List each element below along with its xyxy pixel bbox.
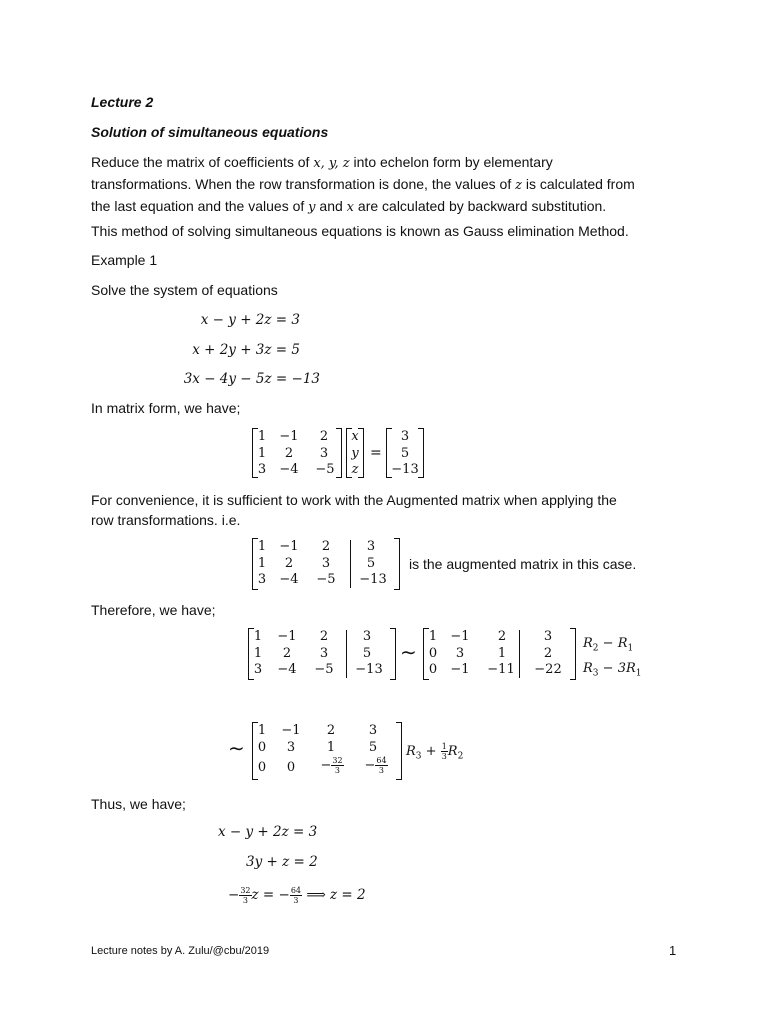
matrix-cell: 1 bbox=[257, 446, 267, 461]
augmented-matrix bbox=[252, 538, 400, 590]
vector-cell: 3 bbox=[400, 429, 410, 444]
row-op: $R_2 - R_1$ bbox=[583, 636, 634, 654]
matrix-cell: 3 bbox=[286, 740, 296, 755]
matrix-cell: −5 bbox=[316, 572, 336, 587]
intro-vars: x, y, z bbox=[313, 156, 350, 171]
augmented-matrix-step1 bbox=[423, 628, 576, 680]
vector-cell: 5 bbox=[400, 446, 410, 461]
intro-text: are calculated by backward substitution. bbox=[354, 198, 607, 214]
vector-cell: y bbox=[351, 446, 359, 461]
matrix-cell: 3 bbox=[368, 723, 378, 738]
matrix-cell: −1 bbox=[277, 629, 297, 644]
equation-2: x + 2y + 3z = 5 bbox=[192, 342, 300, 358]
matrix-cell: 3 bbox=[321, 556, 331, 571]
row-operations-step1 bbox=[583, 634, 641, 683]
matrix-cell: −1 bbox=[279, 429, 299, 444]
matrix-cell: 3 bbox=[543, 629, 553, 644]
matrix-cell: 1 bbox=[257, 429, 267, 444]
equals-sign: = bbox=[370, 445, 382, 461]
matrix-cell: 2 bbox=[282, 646, 292, 661]
matrix-cell: 0 bbox=[257, 760, 267, 775]
matrix-cell: 2 bbox=[284, 446, 294, 461]
intro-text: Reduce the matrix of coefficients of bbox=[91, 154, 314, 170]
thus-label: Thus, we have; bbox=[91, 796, 186, 812]
matrix-cell: 1 bbox=[257, 556, 267, 571]
equation-3: 3x − 4y − 5z = −13 bbox=[183, 371, 320, 387]
matrix-cell: 5 bbox=[366, 556, 376, 571]
constant-vector bbox=[386, 428, 424, 478]
matrix-cell: 0 bbox=[428, 646, 438, 661]
coefficient-matrix bbox=[252, 428, 342, 478]
intro-var-x: x bbox=[346, 200, 355, 215]
matrix-cell: 0 bbox=[286, 760, 296, 775]
matrix-cell: −22 bbox=[534, 662, 562, 677]
equation-1: x − y + 2z = 3 bbox=[200, 312, 300, 328]
intro-paragraph bbox=[91, 152, 711, 218]
matrix-cell: −13 bbox=[355, 662, 383, 677]
matrix-cell: 1 bbox=[257, 723, 267, 738]
vector-cell: x bbox=[351, 429, 359, 444]
matrix-cell: 1 bbox=[253, 629, 263, 644]
matrix-cell: 3 bbox=[319, 446, 329, 461]
intro-text: into echelon form by elementary bbox=[349, 154, 553, 170]
vector-cell: −13 bbox=[391, 462, 419, 477]
matrix-cell: −4 bbox=[279, 572, 299, 587]
matrix-cell: 1 bbox=[257, 539, 267, 554]
augmented-caption: is the augmented matrix in this case. bbox=[409, 556, 637, 572]
footer-credit: Lecture notes by A. Zulu/@cbu/2019 bbox=[91, 945, 270, 957]
row-operations-step2: $R_3$ + $\frac{1}{3}$ $R_2$ bbox=[406, 742, 464, 762]
section-heading: Solution of simultaneous equations bbox=[91, 124, 329, 140]
matrix-cell: 1 bbox=[253, 646, 263, 661]
intro-text: is calculated from bbox=[521, 176, 635, 192]
row-op: $R_3 - 3R_1$ bbox=[583, 660, 642, 679]
matrix-cell: 1 bbox=[326, 740, 336, 755]
matrix-cell: −1 bbox=[279, 539, 299, 554]
augmented-matrix-step2 bbox=[252, 722, 402, 780]
method-paragraph: This method of solving simultaneous equations is known as Gauss elimination Method. bbox=[91, 223, 629, 239]
matrix-cell: −1 bbox=[450, 662, 470, 677]
matrix-cell: 2 bbox=[284, 556, 294, 571]
variable-vector bbox=[346, 428, 364, 478]
matrix-cell: 5 bbox=[362, 646, 372, 661]
intro-var-z: z bbox=[515, 178, 522, 193]
convenience-line-2: row transformations. i.e. bbox=[91, 512, 241, 528]
matrix-cell-fraction: − $\frac{64}{3}$ bbox=[364, 756, 387, 775]
matrix-cell: 3 bbox=[257, 572, 267, 587]
matrix-cell: −4 bbox=[279, 462, 299, 477]
equivalence-symbol: ∼ bbox=[400, 640, 417, 664]
lecture-label: Lecture 2 bbox=[91, 94, 154, 110]
matrix-cell: −11 bbox=[487, 662, 515, 677]
matrix-cell: −5 bbox=[315, 462, 335, 477]
result-equation-2: 3y + z = 2 bbox=[246, 854, 318, 870]
page-number: 1 bbox=[669, 943, 677, 958]
matrix-cell: 0 bbox=[428, 662, 438, 677]
intro-text: and bbox=[315, 198, 347, 214]
matrix-cell: 2 bbox=[543, 646, 553, 661]
matrix-cell: 1 bbox=[428, 629, 438, 644]
matrix-cell: 5 bbox=[368, 740, 378, 755]
matrix-cell: 2 bbox=[319, 629, 329, 644]
matrix-cell: 3 bbox=[362, 629, 372, 644]
matrix-cell: 3 bbox=[319, 646, 329, 661]
matrix-cell: 3 bbox=[366, 539, 376, 554]
matrix-form-label: In matrix form, we have; bbox=[91, 400, 241, 416]
intro-var-y: y bbox=[308, 200, 316, 215]
matrix-cell: −13 bbox=[359, 572, 387, 587]
matrix-cell-fraction: − $\frac{32}{3}$ bbox=[320, 756, 343, 775]
matrix-cell: −5 bbox=[314, 662, 334, 677]
matrix-cell: −1 bbox=[450, 629, 470, 644]
matrix-cell: −1 bbox=[281, 723, 301, 738]
convenience-line-1: For convenience, it is sufficient to work with the Augmented matrix when applying the bbox=[91, 492, 617, 508]
matrix-cell: 2 bbox=[319, 429, 329, 444]
vector-cell: z bbox=[351, 462, 359, 477]
therefore-label: Therefore, we have; bbox=[91, 602, 216, 618]
example-label: Example 1 bbox=[91, 252, 158, 268]
matrix-cell: 2 bbox=[321, 539, 331, 554]
intro-text: transformations. When the row transformation is done, the values of bbox=[91, 176, 516, 192]
result-equation-3: − $\frac{32}{3}$ z = − $\frac{64}{3}$ ⟹ z = 2 bbox=[228, 886, 366, 905]
intro-text: the last equation and the values of bbox=[91, 198, 309, 214]
matrix-cell: 3 bbox=[455, 646, 465, 661]
augmented-matrix-step0 bbox=[248, 628, 396, 680]
matrix-cell: 2 bbox=[497, 629, 507, 644]
matrix-cell: 3 bbox=[253, 662, 263, 677]
solve-prompt: Solve the system of equations bbox=[91, 282, 278, 298]
result-equation-1: x − y + 2z = 3 bbox=[218, 824, 318, 840]
matrix-cell: 2 bbox=[326, 723, 336, 738]
matrix-cell: −4 bbox=[277, 662, 297, 677]
matrix-cell: 1 bbox=[497, 646, 507, 661]
matrix-cell: 3 bbox=[257, 462, 267, 477]
matrix-cell: 0 bbox=[257, 740, 267, 755]
equivalence-symbol: ∼ bbox=[228, 736, 245, 760]
